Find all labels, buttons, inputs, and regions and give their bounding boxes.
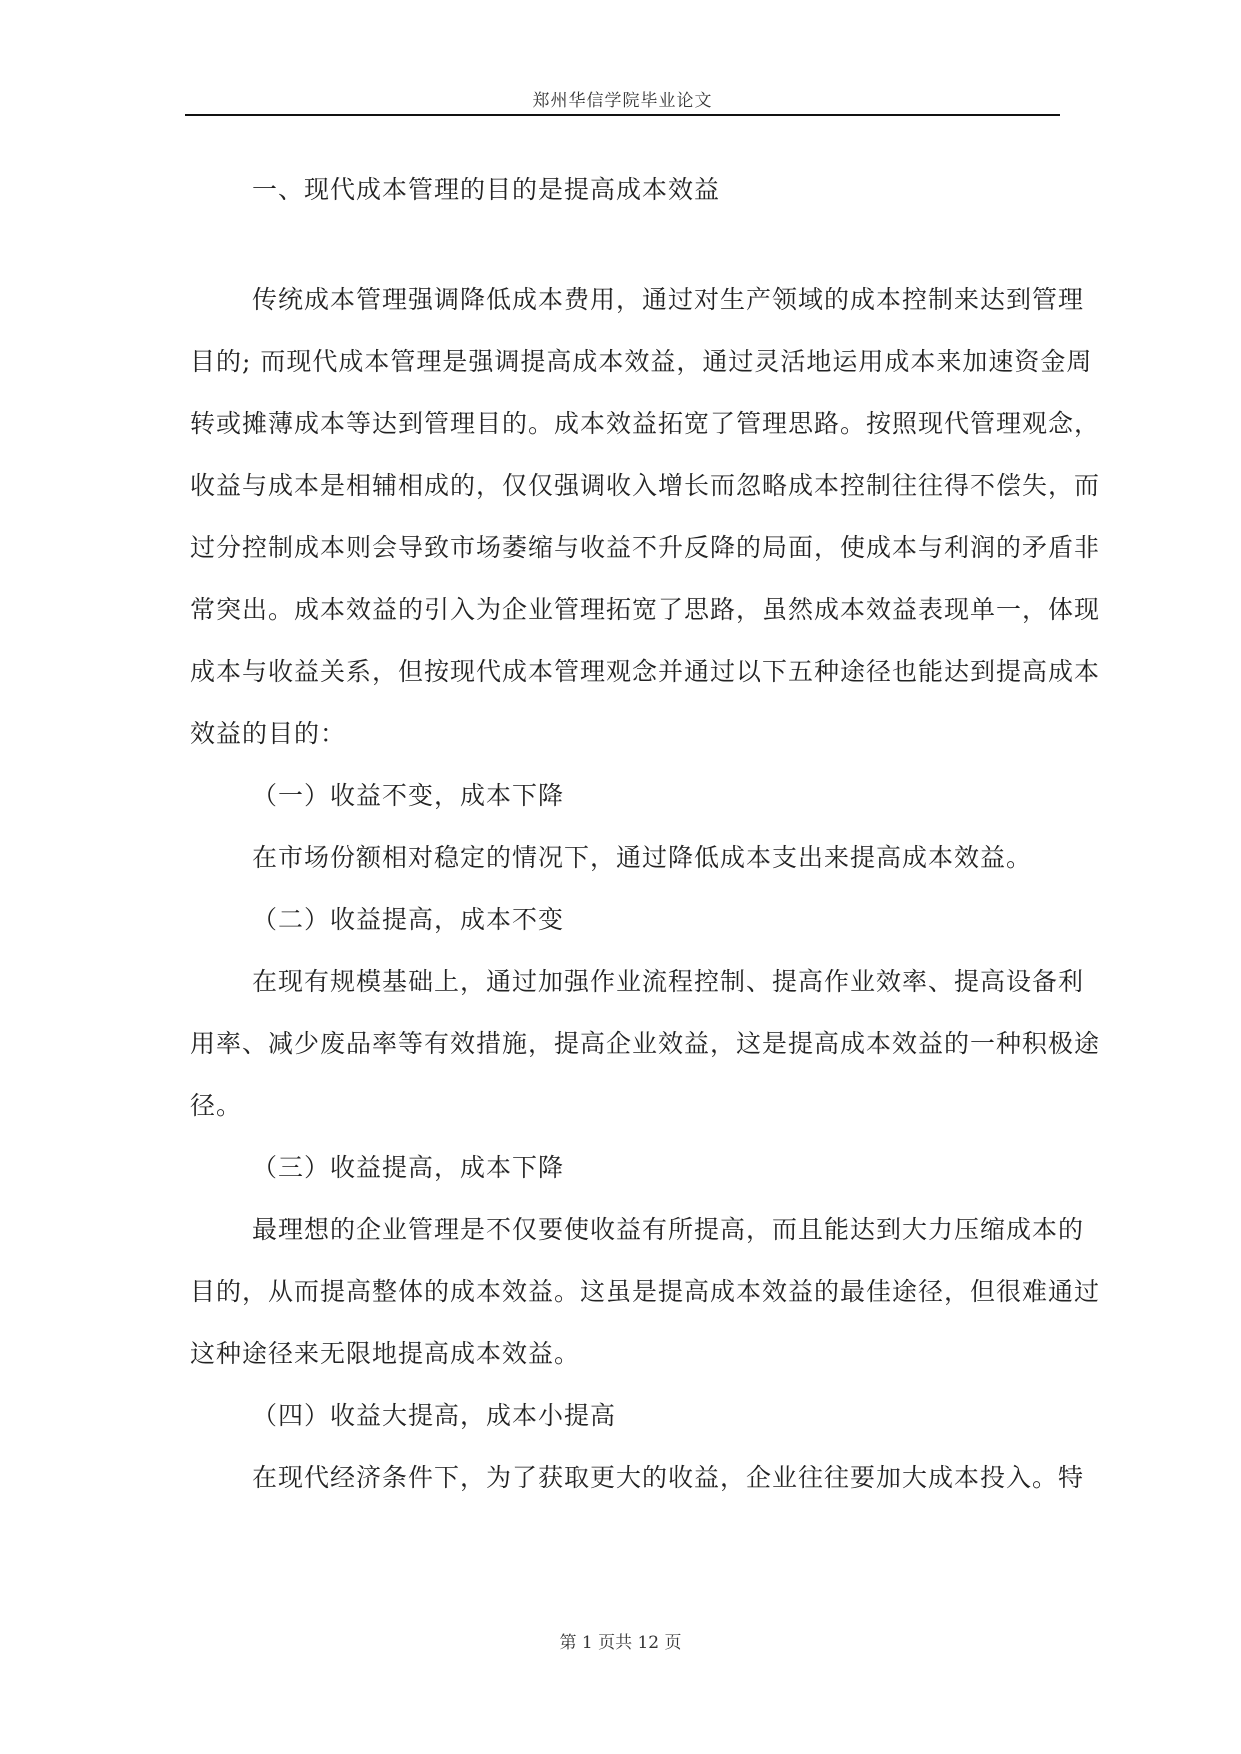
running-header: 郑州华信学院毕业论文	[532, 91, 713, 111]
paragraph-line: 径。	[190, 1091, 243, 1120]
paragraph-line: 目的，从而提高整体的成本效益。这虽是提高成本效益的最佳途径，但很难通过	[190, 1277, 1101, 1306]
subheading: （一）收益不变，成本下降	[252, 781, 565, 810]
paragraph-line: 在现代经济条件下，为了获取更大的收益，企业往往要加大成本投入。特	[252, 1463, 1085, 1492]
section-title: 一、现代成本管理的目的是提高成本效益	[252, 175, 721, 204]
subheading: （二）收益提高，成本不变	[252, 905, 565, 934]
paragraph-line: 成本与收益关系，但按现代成本管理观念并通过以下五种途径也能达到提高成本	[190, 657, 1101, 686]
paragraph-line: 目的; 而现代成本管理是强调提高成本效益，通过灵活地运用成本来加速资金周	[190, 347, 1093, 376]
page-number: 第 1 页共 12 页	[559, 1633, 682, 1653]
subheading: （四）收益大提高，成本小提高	[252, 1401, 617, 1430]
paragraph-line: 传统成本管理强调降低成本费用，通过对生产领域的成本控制来达到管理	[252, 285, 1085, 314]
subheading: （三）收益提高，成本下降	[252, 1153, 565, 1182]
paragraph-line: 用率、减少废品率等有效措施，提高企业效益，这是提高成本效益的一种积极途	[190, 1029, 1101, 1058]
paragraph-line: 在市场份额相对稳定的情况下，通过降低成本支出来提高成本效益。	[252, 843, 1033, 872]
paragraph-line: 这种途径来无限地提高成本效益。	[190, 1339, 581, 1368]
paragraph-line: 常突出。成本效益的引入为企业管理拓宽了思路，虽然成本效益表现单一，体现	[190, 595, 1101, 624]
paragraph-line: 收益与成本是相辅相成的，仅仅强调收入增长而忽略成本控制往往得不偿失，而	[190, 471, 1101, 500]
paragraph-line: 过分控制成本则会导致市场萎缩与收益不升反降的局面，使成本与利润的矛盾非	[190, 533, 1101, 562]
paragraph-line: 最理想的企业管理是不仅要使收益有所提高，而且能达到大力压缩成本的	[252, 1215, 1085, 1244]
paragraph-line: 在现有规模基础上，通过加强作业流程控制、提高作业效率、提高设备利	[252, 967, 1085, 996]
paragraph-line: 转或摊薄成本等达到管理目的。成本效益拓宽了管理思路。按照现代管理观念，	[190, 409, 1101, 438]
paragraph-line: 效益的目的：	[190, 719, 347, 748]
header-rule	[185, 114, 1060, 116]
